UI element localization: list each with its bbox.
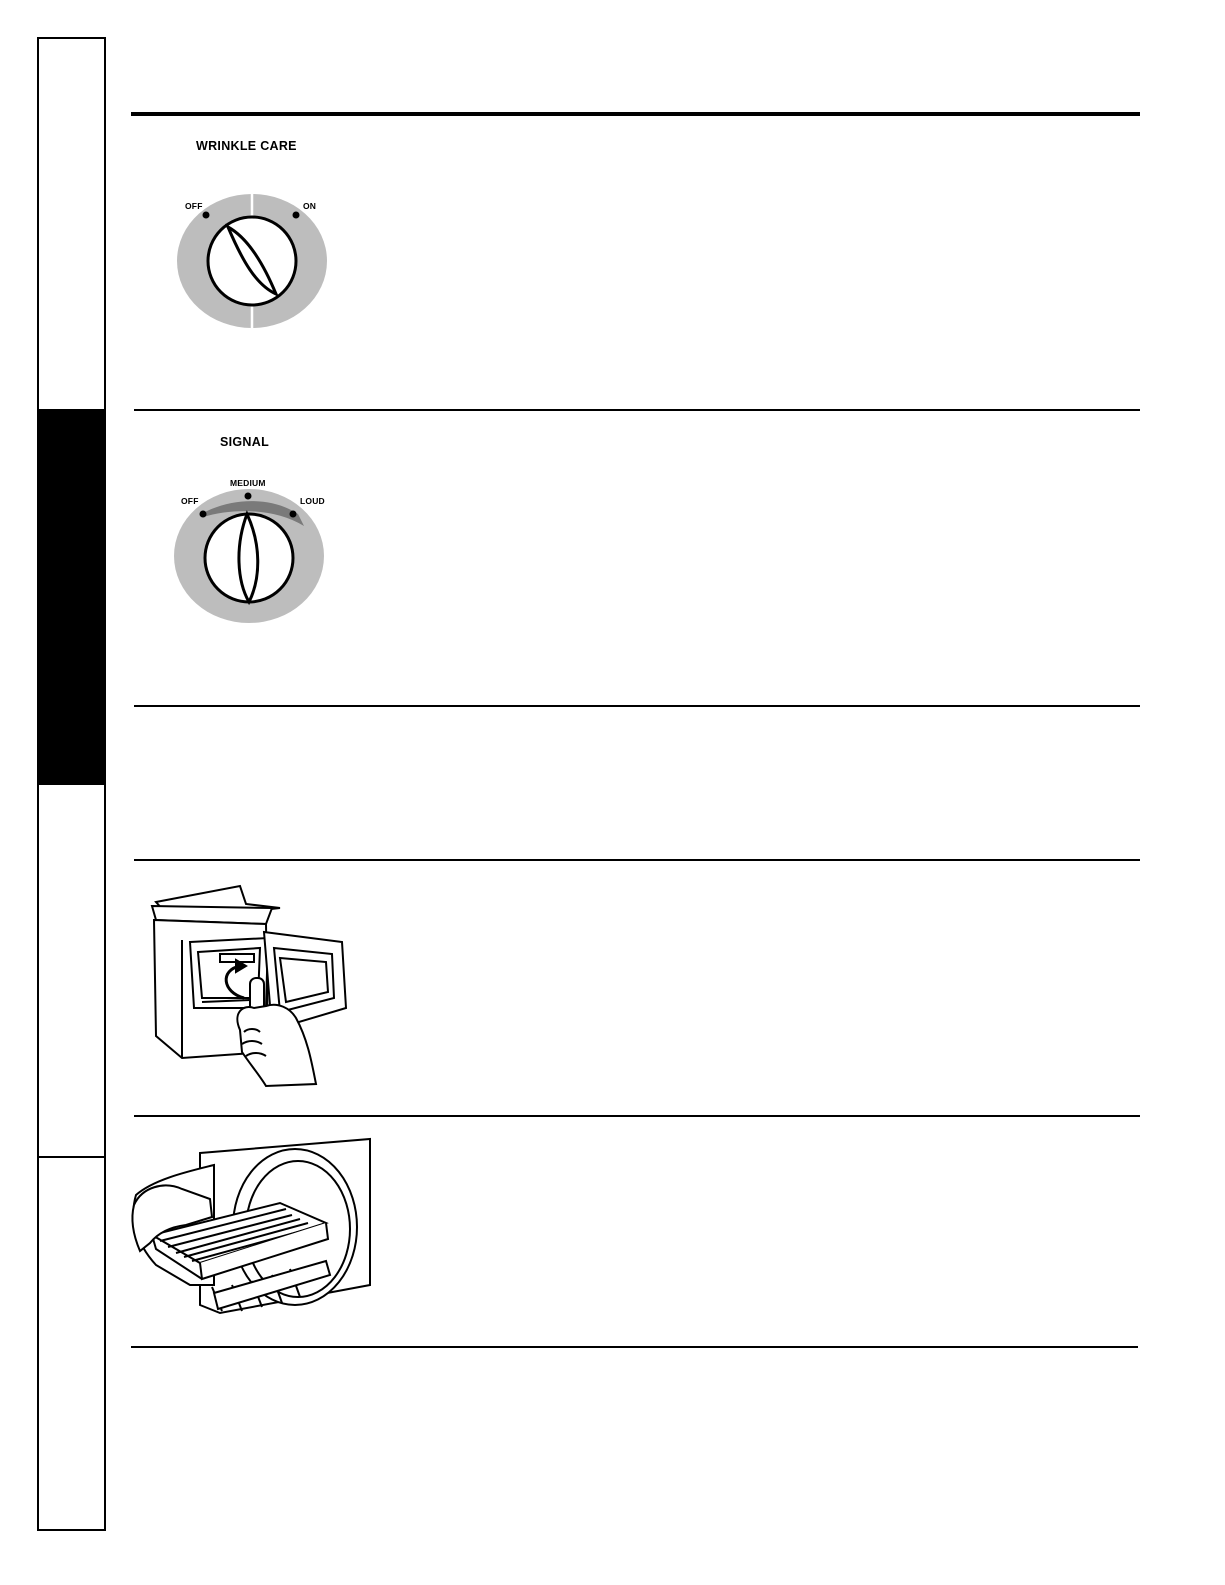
section-divider — [134, 859, 1140, 861]
drying-rack-icon-label — [0, 0, 1, 1]
off-indicator-dot — [200, 511, 207, 518]
signal-title: SIGNAL — [220, 435, 270, 449]
off-indicator-dot — [203, 212, 210, 219]
dryer-light-bulb-icon-label — [0, 0, 1, 1]
signal-medium-label: MEDIUM — [230, 478, 266, 488]
drying-rack-icon — [130, 1135, 375, 1315]
section-divider — [131, 1346, 1138, 1348]
side-tab-section-1[interactable] — [37, 37, 106, 409]
wrinkle-care-off-label: OFF — [185, 201, 203, 211]
loud-indicator-dot — [290, 511, 297, 518]
wrinkle-care-dial-icon — [172, 190, 332, 330]
side-tab-section-2-active[interactable] — [37, 409, 106, 785]
wrinkle-care-title: WRINKLE CARE — [196, 139, 297, 153]
section-divider — [134, 705, 1140, 707]
side-tab-section-4[interactable] — [37, 1158, 106, 1531]
signal-off-label: OFF — [181, 496, 199, 506]
signal-dial-icon — [171, 486, 331, 626]
signal-loud-label: LOUD — [300, 496, 325, 506]
side-tab-section-3[interactable] — [37, 785, 106, 1158]
section-divider — [134, 409, 1140, 411]
header-rule — [131, 112, 1140, 116]
wrinkle-care-on-label: ON — [303, 201, 317, 211]
dryer-light-bulb-icon — [140, 880, 360, 1090]
on-indicator-dot — [293, 212, 300, 219]
medium-indicator-dot — [245, 493, 252, 500]
section-divider — [134, 1115, 1140, 1117]
